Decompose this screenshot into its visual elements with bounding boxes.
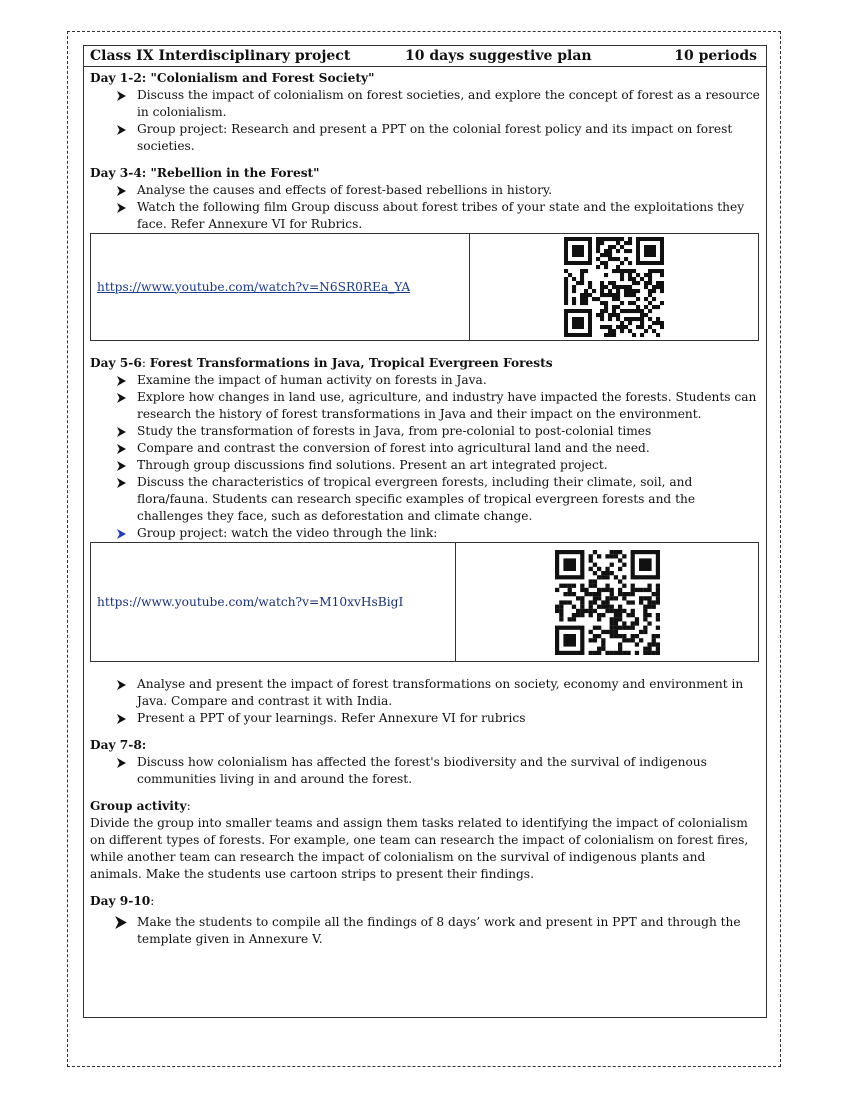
header-row — [84, 46, 766, 67]
day-5-6-heading: Day 5-6: Forest Transformations in Java, Tropical Evergreen Forests — [90, 356, 553, 370]
arrow-bullet-icon — [115, 87, 127, 104]
qr-cell — [470, 234, 759, 341]
list-item: Discuss the impact of colonialism on forest societies, and explore the concept of forest as a resource in colonialism. — [137, 87, 760, 121]
arrow-bullet-icon — [115, 199, 127, 216]
arrow-bullet-icon — [115, 457, 127, 474]
header-periods: 10 periods — [674, 48, 757, 64]
arrow-bullet-icon — [115, 710, 127, 727]
list-item: Examine the impact of human activity on forests in Java. — [137, 372, 760, 389]
day-3-4-heading: Day 3-4: "Rebellion in the Forest" — [90, 166, 320, 180]
link-cell — [91, 234, 470, 341]
day-3-4-list — [90, 182, 760, 233]
arrow-bullet-icon — [115, 676, 127, 693]
header-class: Class IX Interdisciplinary project — [90, 48, 351, 64]
day-9-10-heading: Day 9-10: — [90, 894, 155, 908]
day-5-6-list — [90, 372, 760, 542]
list-item: Explore how changes in land use, agriculture, and industry have impacted the forests. Students can research the history of forest transformations in Java and their impact on the environment. — [137, 389, 760, 423]
list-item: Analyse the causes and effects of forest-based rebellions in history. — [137, 182, 760, 199]
plan-content — [84, 67, 766, 948]
group-activity-text: Divide the group into smaller teams and assign them tasks related to identifying the impact of colonialism on different types of forests. For example, one team can research the impact of colonialism on forest fires, while another team can research the impact of colonialism on the survival of indigenous plants and animals. Make the students use cartoon strips to present their findings. — [90, 816, 749, 881]
qr-code-icon — [564, 237, 664, 337]
day-7-8-list — [90, 754, 760, 788]
arrow-bullet-icon — [115, 423, 127, 440]
day-9-10-list — [90, 914, 760, 948]
list-item: Make the students to compile all the findings of 8 days’ work and present in PPT and through the template given in Annexure V. — [137, 914, 760, 948]
qr-cell — [456, 543, 759, 662]
youtube-link-1[interactable]: https://www.youtube.com/watch?v=N6SR0REa_YA — [97, 279, 411, 294]
arrow-bullet-icon — [115, 389, 127, 406]
list-item: Through group discussions find solutions. Present an art integrated project. — [137, 457, 760, 474]
list-item: Group project: Research and present a PPT on the colonial forest policy and its impact on forest societies. — [137, 121, 760, 155]
arrow-bullet-icon — [115, 182, 127, 199]
arrow-bullet-icon — [115, 372, 127, 389]
group-activity-heading: Group activity: — [90, 799, 191, 813]
day-1-2-heading: Day 1-2: "Colonialism and Forest Society" — [90, 71, 375, 85]
day-1-2-list — [90, 87, 760, 155]
arrow-bullet-icon — [115, 525, 127, 542]
list-item: Discuss how colonialism has affected the forest's biodiversity and the survival of indigenous communities living in and around the forest. — [137, 754, 760, 788]
arrow-bullet-icon — [115, 474, 127, 491]
list-item: Analyse and present the impact of forest transformations on society, economy and environment in Java. Compare and contrast it with India. — [137, 676, 760, 710]
header-plan: 10 days suggestive plan — [405, 48, 592, 64]
list-item: Study the transformation of forests in Java, from pre-colonial to post-colonial times — [137, 423, 760, 440]
arrow-bullet-icon — [115, 754, 127, 771]
list-item: Discuss the characteristics of tropical evergreen forests, including their climate, soil, and flora/fauna. Students can research specific examples of tropical evergreen forests and the challenges they face, such as deforestation and climate change. — [137, 474, 760, 525]
video-link-table-1 — [90, 233, 759, 341]
list-item: Present a PPT of your learnings. Refer Annexure VI for rubrics — [137, 710, 760, 727]
youtube-link-2[interactable]: https://www.youtube.com/watch?v=M10xvHsBigI — [97, 594, 404, 609]
arrow-bullet-icon — [115, 121, 127, 138]
day-5-6-list-continued — [90, 676, 760, 727]
video-link-table-2 — [90, 542, 759, 662]
content-frame — [83, 45, 767, 1018]
arrow-bullet-icon — [115, 914, 127, 931]
arrow-bullet-icon — [115, 440, 127, 457]
list-item: Group project: watch the video through the link: — [137, 525, 760, 542]
qr-code-icon — [555, 550, 660, 655]
day-7-8-heading: Day 7-8: — [90, 738, 147, 752]
link-cell — [91, 543, 456, 662]
list-item: Watch the following film Group discuss about forest tribes of your state and the exploitations they face. Refer Annexure VI for Rubrics. — [137, 199, 760, 233]
list-item: Compare and contrast the conversion of forest into agricultural land and the need. — [137, 440, 760, 457]
